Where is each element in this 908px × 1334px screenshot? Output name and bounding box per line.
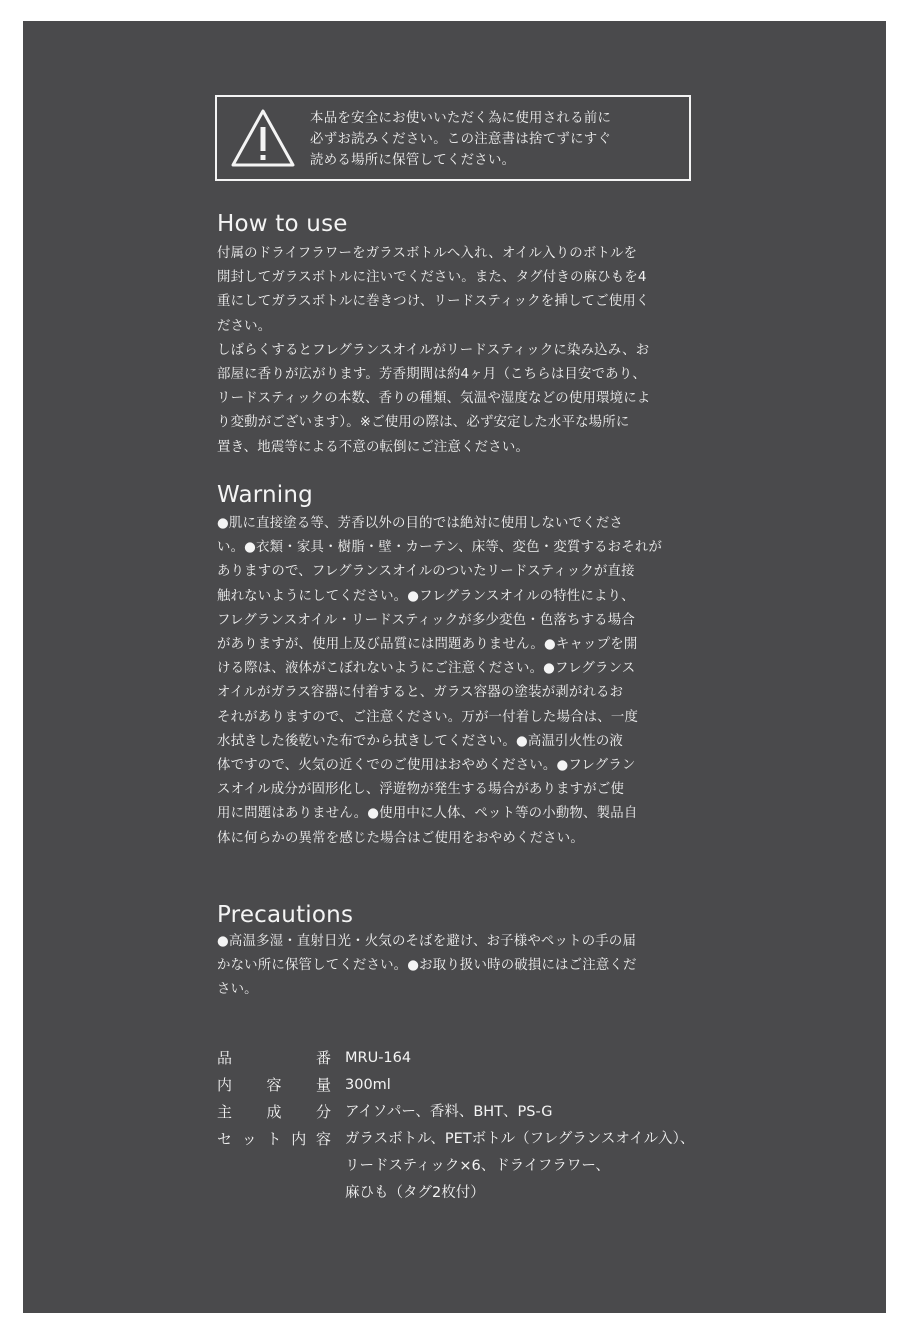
- spec-row-product-number: [217, 1045, 777, 1072]
- warning-line: 水拭きした後乾いた布でから拭きしてください。●高温引火性の液: [217, 733, 624, 749]
- how-to-use-line: しばらくするとフレグランスオイルがリードスティックに染み込み、お: [217, 342, 650, 358]
- spec-label-char: セ: [217, 1130, 233, 1148]
- how-to-use-line: り変動がございます）。※ご使用の際は、必ず安定した水平な場所に: [217, 415, 630, 431]
- safety-notice-text: [310, 108, 685, 171]
- how-to-use-line: 部屋に香りが広がります。芳香期間は約4ヶ月（こちらは目安であり、: [217, 367, 646, 383]
- spec-label-char: 容: [266, 1076, 282, 1094]
- spec-row-volume: [217, 1072, 777, 1099]
- how-to-use-line: ださい。: [217, 318, 272, 334]
- warning-line: 用に問題はありません。●使用中に人体、ペット等の小動物、製品自: [217, 806, 638, 822]
- spec-value-line: アイソパー、香料、BHT、PS-G: [345, 1104, 553, 1120]
- warning-line: ける際は、液体がこぼれないようにご注意ください。●フレグランス: [217, 661, 636, 677]
- warning-line: がありますが、使用上及び品質には問題ありません。●キャップを開: [217, 637, 638, 653]
- spec-value-line: MRU-164: [345, 1050, 412, 1066]
- spec-label-ingredients: [217, 1099, 345, 1126]
- spec-value-volume: [345, 1072, 765, 1099]
- warning-line: い。●衣類・家具・樹脂・壁・カーテン、床等、変色・変質するおそれが: [217, 540, 663, 556]
- warning-line: ありますので、フレグランスオイルのついたリードスティックが直接: [217, 564, 635, 580]
- spec-value-ingredients: [345, 1099, 765, 1126]
- warning-line: ●肌に直接塗る等、芳香以外の目的では絶対に使用しないでくださ: [217, 516, 624, 531]
- precautions-title: Precautions: [217, 902, 354, 928]
- spec-label-product-number: [217, 1045, 345, 1072]
- warning-line: 触れないようにしてください。●フレグランスオイルの特性により、: [217, 588, 635, 604]
- warning-body: [217, 512, 699, 851]
- how-to-use-title: How to use: [217, 211, 348, 237]
- how-to-use-line: 置き、地震等による不意の転倒にご注意ください。: [217, 439, 530, 455]
- precautions-line: さい。: [217, 982, 258, 998]
- warning-line: スオイル成分が固形化し、浮遊物が発生する場合がありますがご使: [217, 782, 625, 798]
- safety-notice-box: [215, 95, 691, 181]
- spec-label-char: 品: [217, 1049, 233, 1067]
- warning-line: オイルがガラス容器に付着すると、ガラス容器の塗装が剥がれるお: [217, 685, 624, 701]
- notice-line: 読める場所に保管してください。: [310, 153, 516, 168]
- spec-label-char: ッ: [241, 1130, 257, 1148]
- spec-label-char: 量: [315, 1076, 331, 1094]
- spec-row-set-contents: [217, 1126, 777, 1207]
- spec-value-set-contents: [345, 1126, 765, 1207]
- precautions-body: [217, 930, 699, 1003]
- warning-line: 体ですので、火気の近くでのご使用はおやめください。●フレグラン: [217, 758, 636, 774]
- warning-line: それがありますので、ご注意ください。万が一付着した場合は、一度: [217, 709, 639, 725]
- warning-line: 体に何らかの異常を感じた場合はご使用をおやめください。: [217, 830, 584, 846]
- how-to-use-line: 開封してガラスボトルに注いでください。また、タグ付きの麻ひもを4: [217, 270, 647, 286]
- precautions-line: かない所に保管してください。●お取り扱い時の破損にはご注意くだ: [217, 958, 637, 974]
- notice-line: 必ずお読みください。この注意書は捨てずにすぐ: [310, 132, 612, 147]
- spec-value-line: ガラスボトル、PETボトル（フレグランスオイル入）、: [345, 1131, 695, 1147]
- spec-value-product-number: [345, 1045, 765, 1072]
- spec-label-char: 分: [315, 1103, 331, 1121]
- spec-label-char: 主: [217, 1103, 233, 1121]
- spec-value-line: 300ml: [345, 1077, 391, 1093]
- spec-label-char: ト: [266, 1130, 282, 1148]
- notice-line: 本品を安全にお使いいただく為に使用される前に: [310, 111, 612, 126]
- warning-triangle-icon: [229, 107, 297, 169]
- spec-label-char: 内: [291, 1130, 307, 1148]
- spec-label-char: 番: [315, 1049, 331, 1067]
- spec-label-set-contents: [217, 1126, 345, 1207]
- spec-row-ingredients: [217, 1099, 777, 1126]
- product-spec-table: [217, 1045, 777, 1207]
- how-to-use-line: 重にしてガラスボトルに巻きつけ、リードスティックを挿してご使用く: [217, 294, 650, 310]
- spec-label-char: 成: [266, 1103, 282, 1121]
- spec-value-line: リードスティック×6、ドライフラワー、: [345, 1158, 610, 1174]
- how-to-use-body: [217, 242, 699, 460]
- how-to-use-line: 付属のドライフラワーをガラスボトルへ入れ、オイル入りのボトルを: [217, 246, 638, 261]
- spec-label-char: 内: [217, 1076, 233, 1094]
- spec-label-char: 容: [315, 1130, 331, 1148]
- warning-title: Warning: [217, 482, 313, 508]
- spec-label-volume: [217, 1072, 345, 1099]
- how-to-use-line: リードスティックの本数、香りの種類、気温や湿度などの使用環境によ: [217, 391, 651, 407]
- precautions-line: ●高温多湿・直射日光・火気のそばを避け、お子様やペットの手の届: [217, 934, 637, 949]
- spec-value-line: 麻ひも（タグ2枚付）: [345, 1185, 485, 1201]
- warning-line: フレグランスオイル・リードスティックが多少変色・色落ちする場合: [217, 612, 635, 628]
